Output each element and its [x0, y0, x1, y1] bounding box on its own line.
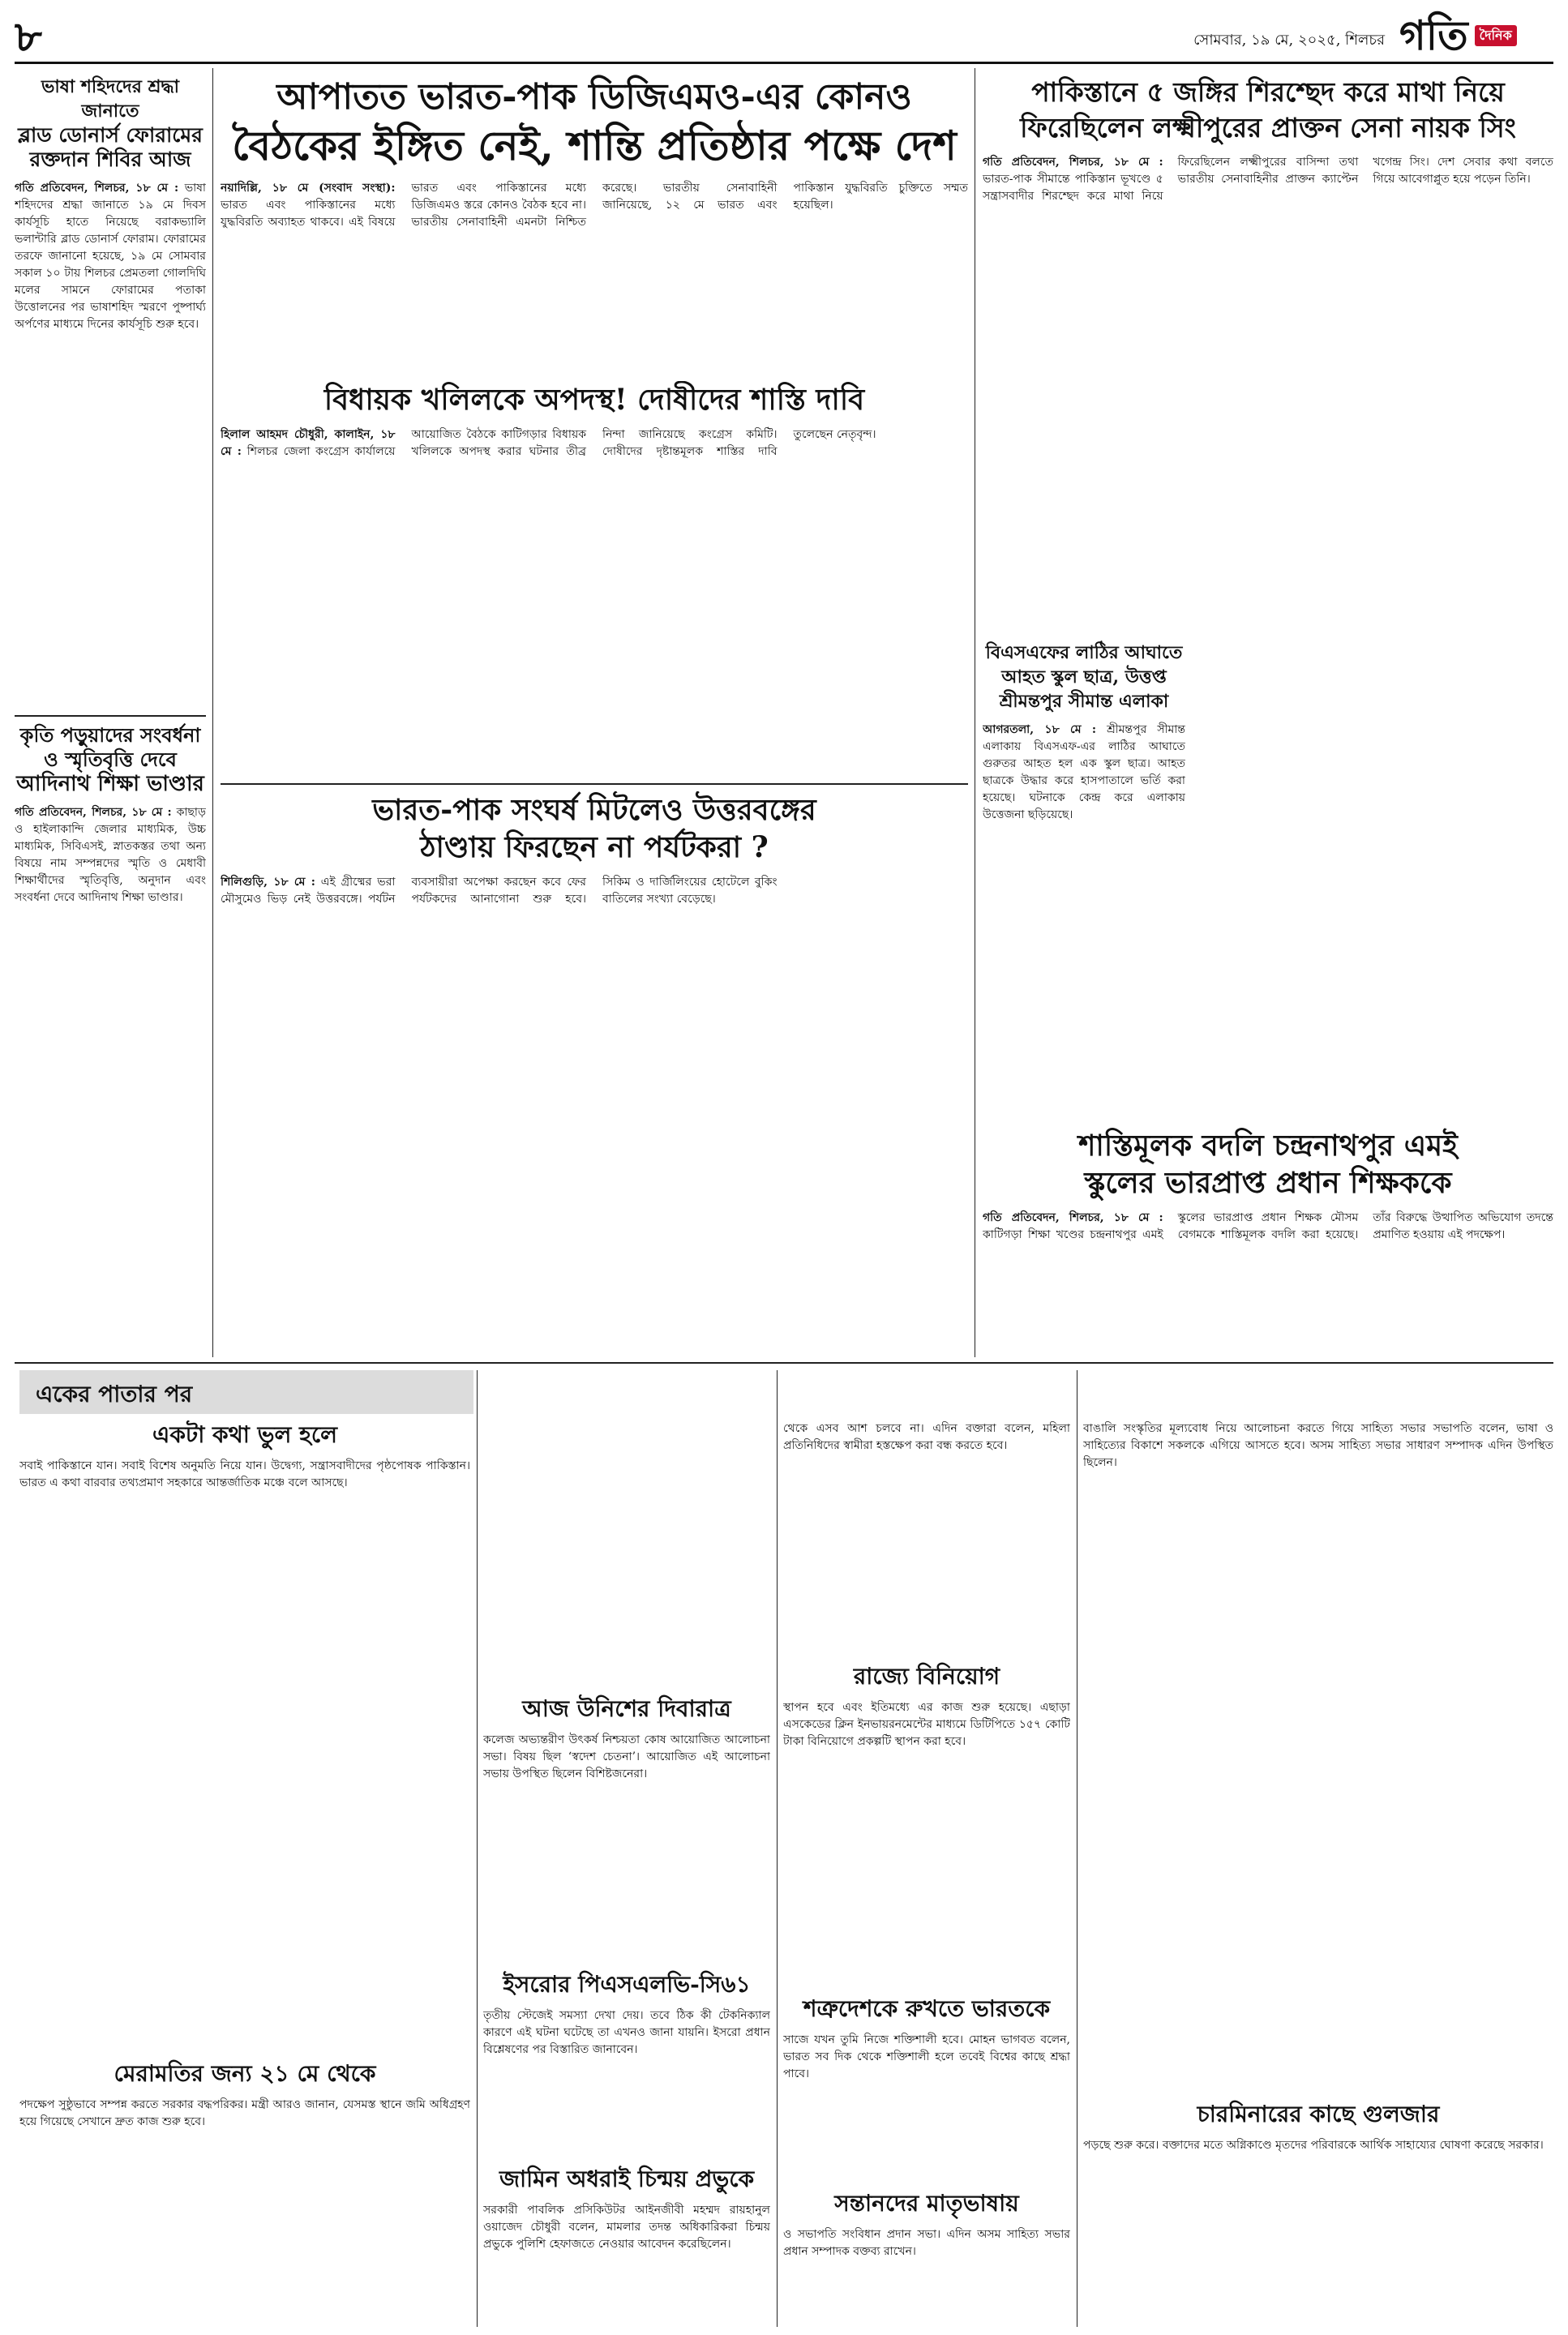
story-title: শত্রুদেশকে রুখতে ভারতকে	[803, 1995, 1051, 2022]
story-text: এই গ্রীষ্মের ভরা মৌসুমেও ভিড় নেই উত্তরবঙ্গে। পর্যটন ব্যবসায়ীরা অপেক্ষা করছেন কবে ফের পর্যটকদের আনাগোনা শুরু হবে। সিকিম ও দার্জিলিংয়ের হোটেলে বুকিং বাতিলের সংখ্যা বেড়েছে।	[221, 876, 778, 906]
story-byline: গতি প্রতিবেদন, শিলচর, ১৮ মে :	[15, 182, 179, 195]
story-title: ব্লাড ডোনার্স ফোরামের রক্তদান শিবির আজ	[18, 123, 203, 171]
story-text: কাছাড় ও হাইলাকান্দি জেলার মাধ্যমিক, উচ্চ মাধ্যমিক, সিবিএসই, স্নাতকস্তর তথা অন্য বিষয়ে নাম সম্পন্নদের স্মৃতি ও মেধাবী শিক্ষার্থীদের স্মৃতিবৃত্তি, অনুদান এবং সংবর্ধনা দেবে আদিনাথ শিক্ষা ভাণ্ডার।	[15, 806, 206, 904]
logo-badge: দৈনিক	[1475, 25, 1517, 46]
story-shatru	[783, 1994, 1070, 2181]
story-text: ভাষা শহিদদের শ্রদ্ধা জানাতে ১৯ মে দিবস কার্যসূচি হাতে নিয়েছে বরাকভ্যালি ভলান্টারি ব্লাড ডোনার্স ফোরাম। ফোরামের তরফে জানানো হয়েছে, ১৯ মে সোমবার সকাল ১০ টায় শিলচর প্রেমতলা গোলদিঘি মলের সামনে ফোরামের পতাকা উত্তোলনের পর ভাষাশহিদ স্মরণে পুষ্পার্ঘ্য অর্পণের মাধ্যমে দিনের কার্যসূচি শুরু হবে।	[15, 182, 206, 331]
column-rule	[777, 1370, 778, 2327]
story-title: আপাতত ভারত-পাক ডিজিএমও-এর কোনও	[276, 76, 912, 118]
story-mayor	[19, 2059, 470, 2327]
story-byline: গতি প্রতিবেদন, শিলচর, ১৮ মে :	[15, 806, 172, 819]
story-unish	[483, 1694, 770, 1962]
story-title: ঠাণ্ডায় ফিরছেন না পর্যটকরা ?	[420, 830, 769, 864]
story-title: জামিন অধরাই চিন্ময় প্রভুকে	[499, 2166, 755, 2192]
story-body	[15, 180, 206, 333]
story-text: সবাই পাকিস্তানে যান। সবাই বিশেষ অনুমতি নিয়ে যান। উদ্বেগ্য, সন্ত্রাসবাদীদের পৃষ্ঠপোষক পাকিস্তান। ভারত এ কথা বারবার তথ্যপ্রমাণ সহকারে আন্তর্জাতিক মঞ্চে বলে আসছে।	[19, 1459, 470, 1489]
story-text: স্থাপন হবে এবং ইতিমধ্যে এর কাজ শুরু হয়েছে। এছাড়া এসকেডের ক্লিন ইনভায়রনমেন্টের মাধ্যমে ডিটিপিতে ১৫৭ কোটি টাকা বিনিয়োগে প্রকল্পটি স্থাপন করা হবে।	[783, 1701, 1070, 1748]
story-gas	[783, 1420, 1070, 1656]
story-title: আহত স্কুল ছাত্র, উত্তপ্ত	[1001, 666, 1167, 688]
story-text: পদক্ষেপ সুষ্ঠুভাবে সম্পন্ন করতে সরকার বদ্ধপরিকর। মন্ত্রী আরও জানান, যেসমস্ত স্থানে জমি অধিগ্রহণ হয়ে গিয়েছে সেখানে দ্রুত কাজ শুরু হবে।	[19, 2098, 470, 2128]
story-bsf	[983, 641, 1185, 1103]
story-title: ভাষা শহিদদের শ্রদ্ধা জানাতে	[41, 76, 180, 122]
masthead	[15, 5, 1553, 64]
story-title: কৃতি পড়ুয়াদের সংবর্ধনা	[19, 723, 201, 747]
column-rule	[212, 68, 213, 1357]
newspaper-logo	[1399, 10, 1553, 62]
story-sahitya	[1083, 1420, 1553, 2085]
story-byline: গতি প্রতিবেদন, শিলচর, ১৮ মে :	[983, 1211, 1163, 1224]
story-title: ভারত-পাক সংঘর্ষ মিটলেও উত্তরবঙ্গের	[372, 793, 816, 827]
story-title: ফিরেছিলেন লক্ষ্মীপুরের প্রাক্তন সেনা নায়ক সিং	[1020, 112, 1516, 144]
story-title: শাস্তিমূলক বদলি চন্দ্রনাথপুর এমই	[1078, 1129, 1458, 1163]
story-divider	[15, 715, 206, 717]
story-title: বিএসএফের লাঠির আঘাতে	[985, 642, 1183, 663]
story-rajye	[783, 1662, 1070, 1986]
story-title: আদিনাথ শিক্ষা ভাণ্ডার	[16, 772, 204, 796]
story-bail	[483, 2165, 770, 2327]
story-title: পাকিস্তানে ৫ জঙ্গির শিরশ্ছেদ করে মাথা নিয়ে	[1031, 76, 1505, 108]
story-title: রাজ্যে বিনিয়োগ	[853, 1663, 1000, 1690]
story-isro	[483, 1970, 770, 2157]
story-byline: নয়াদিল্লি, ১৮ মে (সংবাদ সংস্থা):	[221, 182, 396, 195]
story-title: ও স্মৃতিবৃত্তি দেবে	[44, 748, 177, 771]
story-body	[983, 1210, 1553, 1244]
story-body	[221, 874, 968, 908]
story-text: শিলচর জেলা কংগ্রেস কার্যালয়ে আয়োজিত বৈঠকে কাটিগড়ার বিধায়ক খলিলকে অপদস্থ করার ঘটনার তীব্র নিন্দা জানিয়েছে কংগ্রেস কমিটি। দোষীদের দৃষ্টান্তমূলক শাস্তির দাবি তুলেছেন নেতৃবৃন্দ।	[246, 428, 876, 458]
dateline: সোমবার, ১৯ মে, ২০২৫, শিলচর	[1193, 32, 1385, 49]
story-title: মেরামতির জন্য ২১ মে থেকে	[114, 2060, 376, 2087]
story-adinath	[15, 723, 206, 1356]
logo-text: গতি	[1399, 11, 1468, 59]
story-title: চারমিনারের কাছে গুলজার	[1197, 2101, 1440, 2127]
story-body	[983, 722, 1185, 824]
story-text: ও সভাপতি সংবিধান প্রদান সভা। এদিন অসম সাহিত্য সভার প্রধান সম্পাদক বক্তব্য রাখেন।	[783, 2228, 1070, 2258]
story-byline: গতি প্রতিবেদন, শিলচর, ১৮ মে :	[983, 156, 1163, 169]
story-mistake	[19, 1420, 470, 2053]
story-divider	[221, 783, 968, 785]
column-rule	[477, 1370, 478, 2327]
story-title: সন্তানদের মাতৃভাষায়	[834, 2190, 1019, 2217]
story-body	[221, 180, 968, 231]
story-tourism	[221, 791, 968, 1356]
story-dgmo	[221, 75, 968, 375]
story-title: ইসরোর পিএসএলভি-সি৬১	[503, 1971, 751, 1998]
page-number: ৮	[15, 12, 42, 62]
story-body	[221, 426, 968, 461]
section-banner: একের পাতার পর	[19, 1370, 473, 1414]
story-text: সরকারী পাবলিক প্রসিকিউটর আইনজীবী মহম্মদ রায়হানুল ওয়াজেদ চৌধুরী বলেন, মামলার তদন্ত অধিকারিকরা চিন্ময় প্রভুকে পুলিশি হেফাজতে নেওয়ার আবেদন করেছিলেন।	[483, 2204, 770, 2251]
story-text: সাজে যখন তুমি নিজে শক্তিশালী হবে। মোহন ভাগবত বলেন, ভারত সব দিক থেকে শক্তিশালী হলে তবেই বিশ্বের কাছে শ্রদ্ধা পাবে।	[783, 2033, 1070, 2080]
story-title: স্কুলের ভারপ্রাপ্ত প্রধান শিক্ষককে	[1084, 1166, 1452, 1200]
section-divider	[15, 1362, 1553, 1364]
story-body	[983, 154, 1553, 205]
story-title: আজ উনিশের দিবারাত্র	[522, 1695, 731, 1722]
story-santan	[783, 2189, 1070, 2327]
story-text: পড়ছে শুরু করে। বক্তাদের মতে অগ্নিকাণ্ডে মৃতদের পরিবারকে আর্থিক সাহায্যের ঘোষণা করেছে সরকার।	[1083, 2139, 1544, 2152]
story-body	[15, 804, 206, 906]
story-title: শ্রীমন্তপুর সীমান্ত এলাকা	[999, 691, 1169, 712]
story-text: কাটিগড়া শিক্ষা খণ্ডের চন্দ্রনাথপুর এমই স্কুলের ভারপ্রাপ্ত প্রধান শিক্ষক মৌসম বেগমকে শাস্তিমূলক বদলি করা হয়েছে। তাঁর বিরুদ্ধে উত্থাপিত অভিযোগ তদন্তে প্রমাণিত হওয়ায় এই পদক্ষেপ।	[983, 1211, 1553, 1241]
story-byline: হিলাল আহমদ চৌধুরী, কালাইন, ১৮ মে :	[221, 428, 396, 458]
story-headmaster	[983, 1127, 1553, 1356]
story-pak-soldiers	[983, 75, 1553, 634]
story-text: তৃতীয় স্টেজেই সমস্যা দেখা দেয়। তবে ঠিক কী টেকনিক্যাল কারণে এই ঘটনা ঘটেছে তা এখনও জানা যায়নি। ইসরো প্রধান বিশ্লেষণের পর বিস্তারিত জানাবেন।	[483, 2009, 770, 2056]
story-byline: আগরতলা, ১৮ মে :	[983, 723, 1097, 736]
story-text: কলেজ অভ্যন্তরীণ উৎকর্ষ নিশ্চয়তা কোষ আয়োজিত আলোচনা সভা। বিষয় ছিল ‘স্বদেশ চেতনা’। আয়োজিত এই আলোচনা সভায় উপস্থিত ছিলেন বিশিষ্টজনেরা।	[483, 1733, 770, 1780]
story-text: ভারত-পাক সীমান্তে পাকিস্তান ভূখণ্ডে ৫ সন্ত্রাসবাদীর শিরশ্ছেদ করে মাথা নিয়ে ফিরেছিলেন লক্ষ্মীপুরের বাসিন্দা তথা ভারতীয় সেনাবাহিনীর প্রাক্তন ক্যাপ্টেন খগেন্দ্র সিং। দেশ সেবার কথা বলতে গিয়ে আবেগাপ্লুত হয়ে পড়েন তিনি।	[983, 156, 1553, 203]
story-title: বিধায়ক খলিলকে অপদস্থ! দোষীদের শাস্তি দাবি	[323, 383, 865, 417]
story-byline: শিলিগুড়ি, ১৮ মে :	[221, 876, 315, 889]
story-text: ভারত এবং পাকিস্তানের মধ্যে যুদ্ধবিরতি অব্যাহত থাকবে। এই বিষয়ে ভারত এবং পাকিস্তানের মধ্যে ডিজিএমও স্তরে কোনও বৈঠক হবে না। ভারতীয় সেনাবাহিনী এমনটা নিশ্চিত করেছে। ভারতীয় সেনাবাহিনী জানিয়েছে, ১২ মে ভারত এবং পাকিস্তান যুদ্ধবিরতি চুক্তিতে সম্মত হয়েছিল।	[221, 182, 968, 229]
story-blood-donation	[15, 75, 206, 707]
story-charminar	[1083, 2100, 1553, 2327]
story-title: একটা কথা ভুল হলে	[152, 1421, 337, 1448]
story-title: বৈঠকের ইঙ্গিত নেই, শান্তি প্রতিষ্ঠার পক্ষে দেশ	[232, 122, 957, 169]
story-khalil	[221, 381, 968, 778]
story-text: থেকে এসব আশ চলবে না। এদিন বক্তারা বলেন, মহিলা প্রতিনিধিদের স্বামীরা হস্তক্ষেপ করা বন্ধ করতে হবে।	[783, 1422, 1070, 1452]
story-text: বাঙালি সংস্কৃতির মূল্যবোধ নিয়ে আলোচনা করতে গিয়ে সাহিত্য সভার সভাপতি বলেন, ভাষা ও সাহিত্যের বিকাশে সকলকে এগিয়ে আসতে হবে। অসম সাহিত্য সভার সাধারণ সম্পাদক এদিন উপস্থিত ছিলেন।	[1083, 1422, 1553, 1469]
story-text: শ্রীমন্তপুর সীমান্ত এলাকায় বিএসএফ-এর লাঠির আঘাতে গুরুতর আহত হল এক স্কুল ছাত্র। আহত ছাত্রকে উদ্ধার করে হাসপাতালে ভর্তি করা হয়েছে। ঘটনাকে কেন্দ্র করে এলাকায় উত্তেজনা ছড়িয়েছে।	[983, 723, 1185, 821]
